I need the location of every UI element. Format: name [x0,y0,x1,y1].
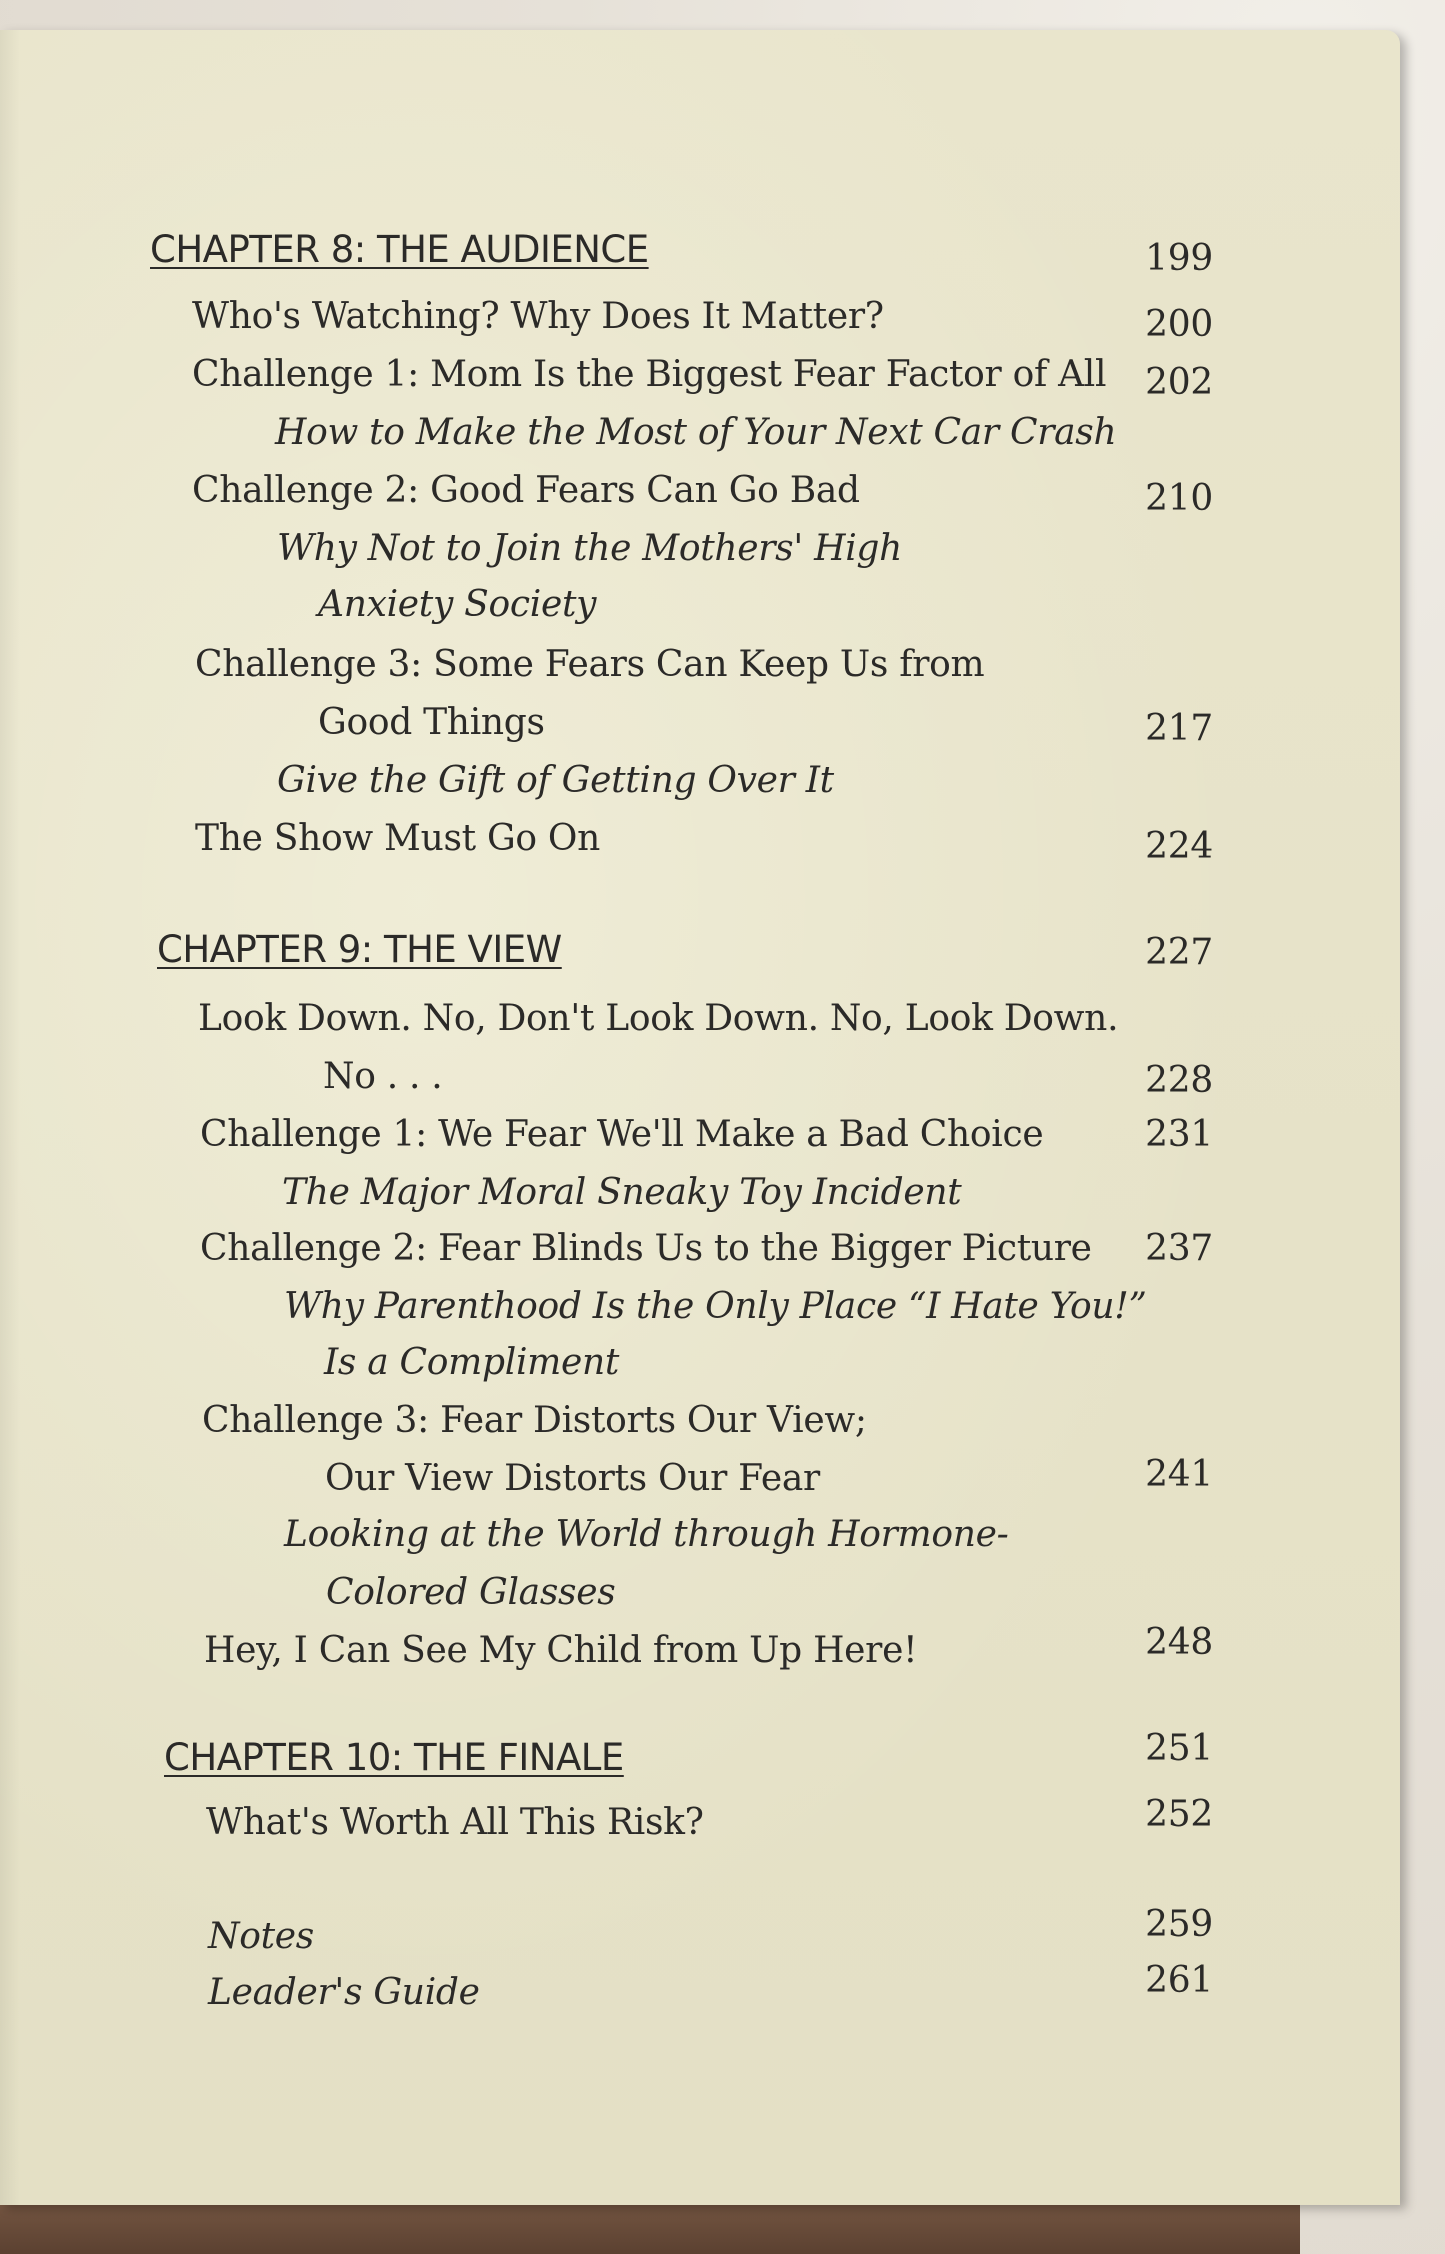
toc-subentry: How to Make the Most of Your Next Car Crash [275,412,1117,453]
book-page [0,30,1400,2205]
chapter-10-title: CHAPTER 10: THE FINALE [164,1736,624,1779]
table-of-contents [0,30,1400,2205]
toc-entry: Challenge 3: Fear Distorts Our View; [202,1400,867,1441]
toc-notes: Notes [208,1916,314,1957]
toc-subentry: Why Not to Join the Mothers' High [277,528,903,569]
toc-entry: What's Worth All This Risk? [206,1802,704,1843]
toc-entry: Look Down. No, Don't Look Down. No, Look Down. [198,998,1119,1039]
toc-subentry: Looking at the World through Hormone- [284,1514,1009,1555]
toc-entry: Hey, I Can See My Child from Up Here! [204,1630,918,1671]
toc-entry: No . . . [323,1056,443,1097]
toc-entry-page: 210 [1145,478,1213,519]
toc-entry: Good Things [318,702,545,743]
toc-entry-page: 228 [1145,1060,1213,1101]
toc-entry-page: 231 [1145,1114,1213,1155]
toc-subentry: Give the Gift of Getting Over It [277,760,834,801]
toc-subentry: Is a Compliment [324,1342,620,1383]
chapter-9-title: CHAPTER 9: THE VIEW [157,928,562,971]
toc-entry-page: 252 [1145,1794,1213,1835]
toc-entry-page: 224 [1145,826,1213,867]
toc-entry: Challenge 2: Fear Blinds Us to the Bigger Picture [200,1228,1092,1269]
toc-entry: Who's Watching? Why Does It Matter? [192,296,884,337]
chapter-9-page: 227 [1145,932,1213,973]
chapter-8-title: CHAPTER 8: THE AUDIENCE [150,228,649,271]
toc-notes-page: 259 [1145,1904,1213,1945]
chapter-10-page: 251 [1145,1728,1213,1769]
toc-entry: Challenge 1: Mom Is the Biggest Fear Factor of All [192,354,1107,395]
toc-subentry: The Major Moral Sneaky Toy Incident [282,1172,962,1213]
toc-entry: The Show Must Go On [195,818,601,859]
toc-entry-page: 241 [1145,1454,1213,1495]
chapter-8-page: 199 [1145,238,1213,279]
toc-entry-page: 248 [1145,1622,1213,1663]
toc-entry-page: 217 [1145,708,1213,749]
toc-entry: Challenge 3: Some Fears Can Keep Us from [195,644,985,685]
toc-leaders-guide-page: 261 [1145,1960,1213,2001]
toc-subentry: Anxiety Society [318,584,597,625]
toc-entry: Challenge 2: Good Fears Can Go Bad [192,470,860,511]
toc-entry: Challenge 1: We Fear We'll Make a Bad Choice [200,1114,1044,1155]
toc-entry-page: 202 [1145,362,1213,403]
toc-entry-page: 200 [1145,304,1213,345]
toc-entry-page: 237 [1145,1228,1213,1269]
toc-leaders-guide: Leader's Guide [208,1972,480,2013]
toc-subentry: Why Parenthood Is the Only Place “I Hate You!” [284,1286,1147,1327]
toc-entry: Our View Distorts Our Fear [325,1458,820,1499]
toc-subentry: Colored Glasses [326,1572,616,1613]
